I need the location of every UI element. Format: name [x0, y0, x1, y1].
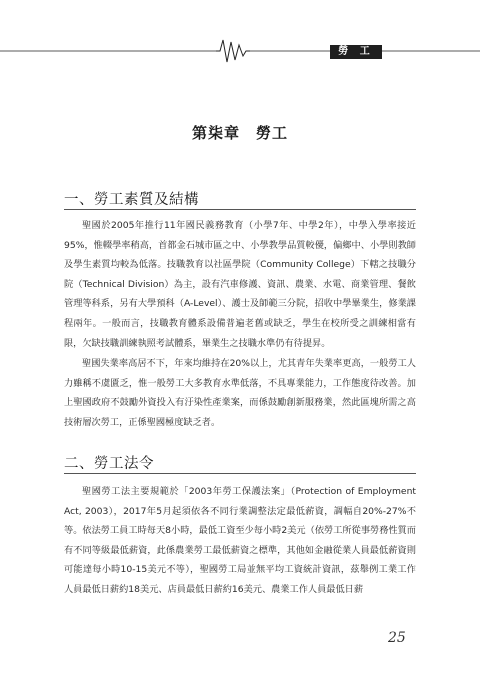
running-header — [0, 36, 480, 66]
paragraph: 聖國失業率高居不下，年來均維持在20%以上，尤其青年失業率更高，一般勞工人力雖稱不虞匱乏，惟一般勞工大多教育水準低落，不具專業能力，工作態度待改善。加上聖國政府不鼓勵外資投入有汙染性產業案，而係鼓勵創新服務業，然此區塊所需之高技術層次勞工，正係聖國極度缺乏者。 — [64, 358, 416, 428]
paragraph: 聖國於2005年推行11年國民義務教育（小學7年、中學2年），中學入學率接近95%，惟輟學率稍高，首都金石城市區之中、小學教學品質較優，偏鄉中、小學則教師及學生素質均較為低落。技職教育以社區學院（Community College）下轄之技職分院（Technical Division）為主，設有汽車修護、資訊、農業、水電、商業管理、餐飲管理等科系，另有大學預科（A-Level）、護士及師範三分院，招收中學畢業生，修業課程兩年。一般而言，技職教育體系設備普遍老舊或缺乏，學生在校所受之訓練相當有限，欠缺技職訓練執照考試體系，畢業生之技職水準仍有待提昇。 — [64, 220, 416, 349]
section-heading: 一、勞工素質及結構 — [64, 192, 199, 208]
section-heading: 二、勞工法令 — [64, 456, 154, 472]
heartbeat-line-icon — [0, 36, 480, 66]
section-rule — [64, 209, 416, 210]
page-number: 25 — [388, 630, 406, 646]
paragraph: 聖國勞工法主要規範於「2003年勞工保護法案」（Protection of Employment Act, 2003），2017年5月起須依各不同行業調整法定最低薪資，調幅自20%-27%不等。依法勞工員工時每天8小時，最低工資至少每小時2美元（依勞工所從事勞務性質而有不同等級最低薪資，此係農業勞工最低薪資之標準，其他如金融從業人員最低薪資則可能達每小時10-15美元不等），聖國勞工局並無平均工資統計資訊，茲舉例工業工作人員最低日薪約18美元、店員最低日薪約16美元、農業工作人員最低日薪 — [64, 486, 416, 595]
chapter-tab-label: 勞 工 — [330, 45, 382, 59]
chapter-title: 第柒章 勞工 — [191, 124, 288, 142]
section-rule — [64, 473, 416, 474]
